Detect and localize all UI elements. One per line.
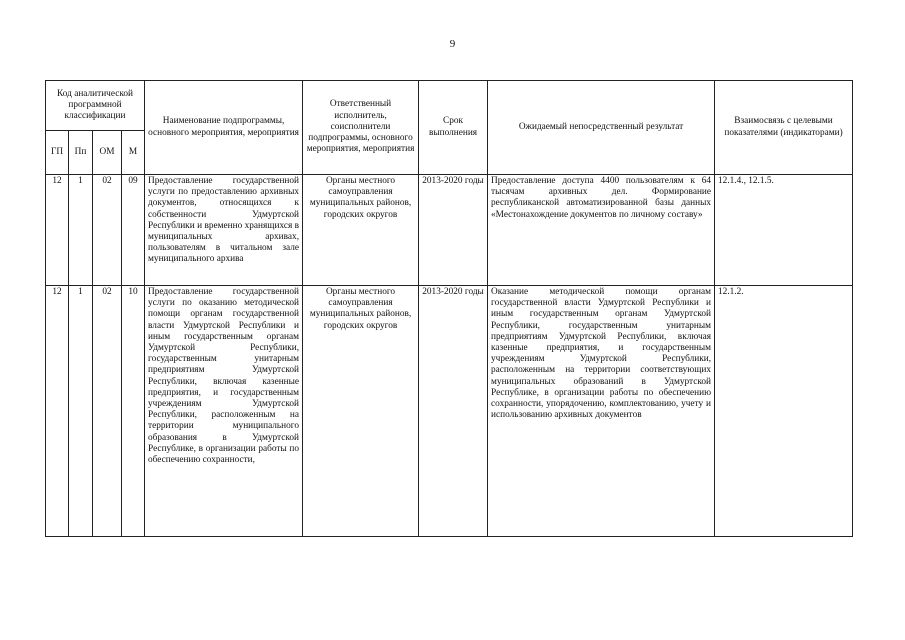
cell-name: Предоставление государственной услуги по предоставлению архивных документов, относящихся к собственности Удмуртской Республики и временно хранящихся в муниципальных архивах, пользователям в читальном зале муниципального архива (145, 175, 303, 286)
cell-gp: 12 (46, 175, 69, 286)
cell-m: 10 (122, 286, 145, 537)
table-row (46, 175, 853, 286)
cell-om: 02 (93, 286, 122, 537)
cell-m: 09 (122, 175, 145, 286)
header-relation: Взаимосвязь с целевыми показателями (индикаторами) (715, 81, 853, 175)
cell-pp: 1 (69, 286, 93, 537)
cell-om: 02 (93, 175, 122, 286)
cell-result: Предоставление доступа 4400 пользователям к 64 тысячам архивных дел. Формирование республиканской автоматизированной базы данных «Местонахождение документов по личному составу» (488, 175, 715, 286)
cell-term: 2013-2020 годы (419, 175, 488, 286)
cell-relation: 12.1.4., 12.1.5. (715, 175, 853, 286)
page-number: 9 (449, 38, 456, 50)
cell-result: Оказание методической помощи органам государственной власти Удмуртской Республики и иным государственным органам Удмуртской Республики, государственным унитарным предприятиям Удмуртской Республики, включая казенные предприятия, и государственным учреждениям Удмуртской Республики, расположенным на территории соответствующих муниципальных образований в Удмуртской Республике, в организации работы по обеспечению сохранности, упорядочению, комплектованию, учету и использованию архивных документов (488, 286, 715, 537)
header-responsible: Ответственный исполнитель, соисполнители подпрограммы, основного мероприятия, мероприятия (303, 81, 419, 175)
cell-relation: 12.1.2. (715, 286, 853, 537)
cell-gp: 12 (46, 286, 69, 537)
cell-responsible: Органы местного самоуправления муниципальных районов, городских округов (303, 286, 419, 537)
header-pp: Пп (69, 131, 93, 175)
program-table (45, 80, 853, 537)
header-om: ОМ (93, 131, 122, 175)
cell-term: 2013-2020 годы (419, 286, 488, 537)
cell-name: Предоставление государственной услуги по оказанию методической помощи органам государственной власти Удмуртской Республики и иным государственным органам Удмуртской Республики, государственным унитарным предприятиям Удмуртской Республики, включая казенные предприятия, и государственным учреждениям Удмуртской Республики, расположенным на территории муниципального образования в Удмуртской Республике, в организации работы по обеспечению сохранности, (145, 286, 303, 537)
table-row (46, 286, 853, 537)
cell-responsible: Органы местного самоуправления муниципальных районов, городских округов (303, 175, 419, 286)
header-term: Срок выполнения (419, 81, 488, 175)
cell-pp: 1 (69, 175, 93, 286)
header-m: М (122, 131, 145, 175)
header-result: Ожидаемый непосредственный результат (488, 81, 715, 175)
header-name: Наименование подпрограммы, основного мероприятия, мероприятия (145, 81, 303, 175)
header-gp: ГП (46, 131, 69, 175)
header-code-group: Код аналитической программной классификации (46, 81, 145, 131)
